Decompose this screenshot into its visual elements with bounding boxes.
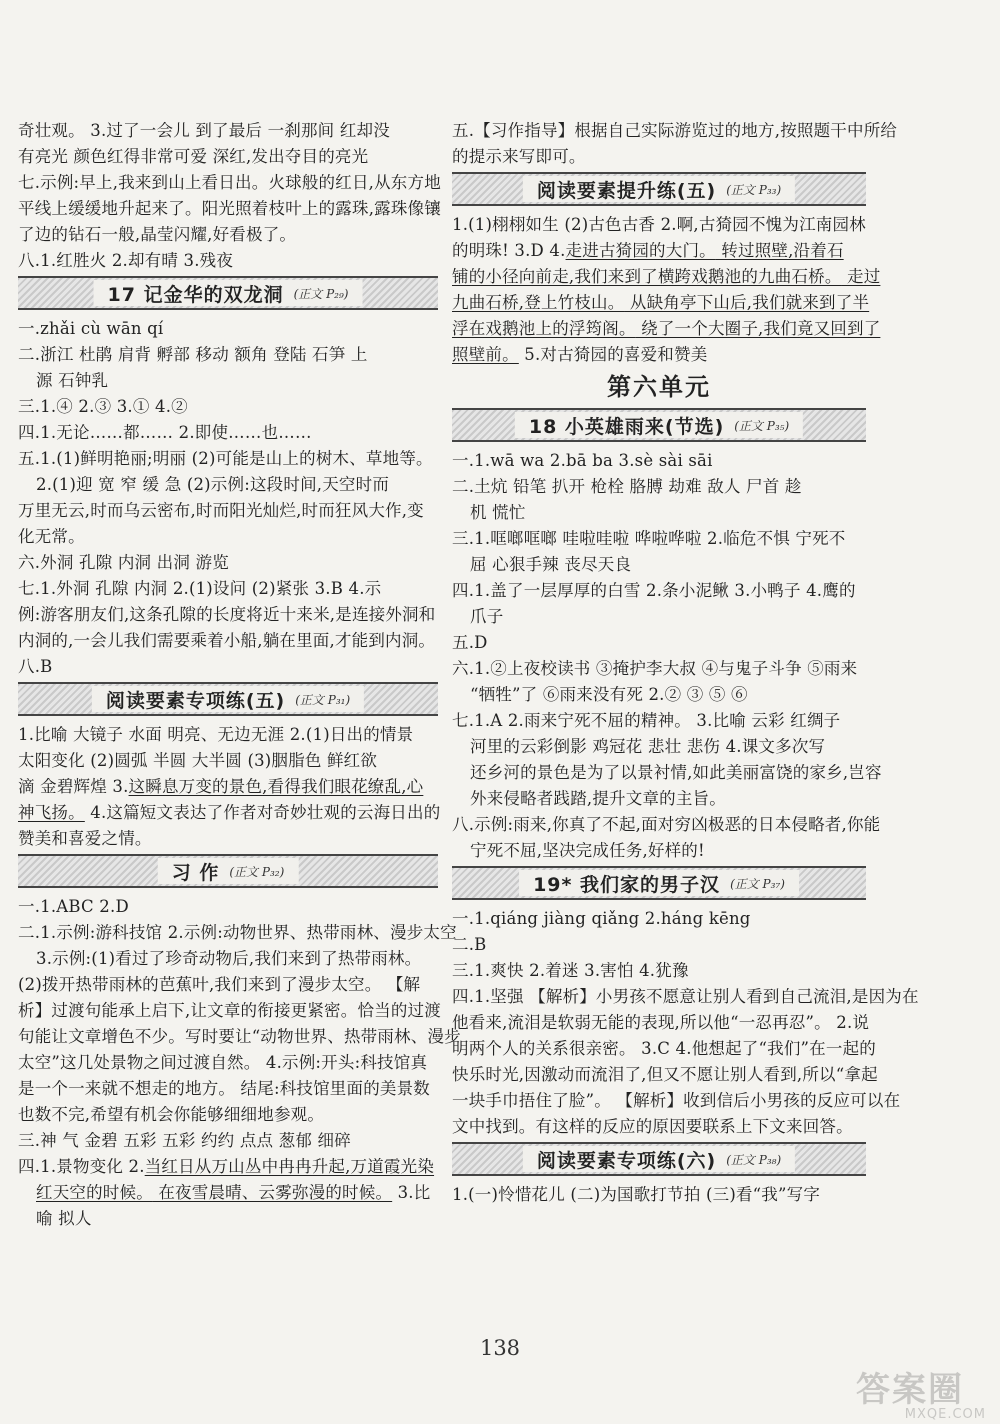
text-line: 三.1.④ 2.③ 3.① 4.②	[18, 397, 188, 416]
text-line: 五.D	[452, 633, 488, 652]
page-reference: (正文 P₃₇)	[730, 876, 785, 891]
text-line: 外来侵略者践踏,提升文章的主旨。	[470, 789, 726, 808]
underlined-answer: 绕了一个大圈子,我们竟又回到了	[635, 319, 881, 338]
text-line: 二.浙江 杜鹃 肩背 孵部 移动 额角 登陆 石笋 上	[18, 345, 368, 364]
text-line	[452, 264, 881, 290]
text-line: 句能让文章增色不少。写时要让“动物世界、热带雨林、漫步	[18, 1027, 461, 1046]
text-line: 明两个人的关系很亲密。 3.C 4.他想起了“我们”在一起的	[452, 1039, 876, 1058]
text-line: 他看来,流泪是软弱无能的表现,所以他“一忍再忍”。 2.说	[452, 1013, 870, 1032]
underlined-answer: 照壁前。	[452, 345, 519, 364]
text-line: 河里的云彩倒影 鸡冠花 悲壮 悲伤 4.课文多次写	[470, 737, 826, 756]
text-line: 三.1.爽快 2.着迷 3.害怕 4.犹豫	[452, 961, 689, 980]
text-line: 二.1.示例:游科技馆 2.示例:动物世界、热带雨林、漫步太空	[18, 923, 457, 942]
text-segment: 4.这篇短文表达了作者对奇妙壮观的云海日出的	[84, 803, 441, 822]
underlined-answer: 神飞扬。	[18, 803, 85, 822]
text-line: 万里无云,时而乌云密布,时而阳光灿烂,时而狂风大作,变	[18, 501, 424, 520]
section-title: 19* 我们家的男子汉	[533, 873, 721, 896]
text-line: 二.B	[452, 935, 487, 954]
section-banner-reading-improve-5	[452, 172, 866, 206]
text-line: 八.示例:雨来,你真了不起,面对穷凶极恶的日本侵略者,你能	[452, 815, 881, 834]
text-line: 五.1.(1)鲜明艳丽;明丽 (2)可能是山上的树木、草地等。	[18, 449, 433, 468]
underlined-answer: 铺的小径向前走,我们来到了横跨戏鹅池的九曲石桥。	[452, 267, 842, 286]
page-reference: (正文 P₃₃)	[726, 182, 782, 197]
text-line: 也数不完,希望有机会你能够细细地参观。	[18, 1105, 325, 1124]
text-line: 一.1.qiáng jiàng qiǎng 2.háng kēng	[452, 909, 751, 928]
text-line: 1.(一)怜惜花儿 (二)为国歌打节拍 (三)看“我”写字	[452, 1185, 821, 1204]
text-line: 三.1.哐啷哐啷 哇啦哇啦 哗啦哗啦 2.临危不惧 宁死不	[452, 529, 846, 548]
text-line: 七.1.A 2.雨来宁死不屈的精神。 3.比喻 云彩 红绸子	[452, 711, 841, 730]
underlined-answer: 当红日从万山丛中冉冉升起,万道霞光染	[144, 1157, 435, 1176]
text-line	[18, 1154, 438, 1180]
text-line	[452, 238, 866, 264]
text-line: 四.1.无论……都…… 2.即使……也……	[18, 423, 312, 442]
underlined-answer: 走过	[841, 267, 881, 286]
text-line: 奇壮观。 3.过了一会儿 到了最后 一刹那间 红却没	[18, 121, 390, 140]
underlined-answer: 这瞬息万变的景色,看得我们眼花缭乱,心	[128, 777, 424, 796]
underlined-answer: 在夜雪晨晴、云雾弥漫的时候。	[152, 1183, 393, 1202]
text-line	[452, 316, 881, 342]
text-line: 七.1.外洞 孔隙 内洞 2.(1)设问 (2)紧张 3.B 4.示	[18, 579, 382, 598]
text-line: 内洞的,一会儿我们需要乘着小船,躺在里面,才能到内洞。	[18, 631, 436, 650]
text-line: 一.1.wā wa 2.bā ba 3.sè sài sāi	[452, 451, 713, 470]
section-banner-reading-practice-5	[18, 682, 438, 716]
section-title: 17 记金华的双龙洞	[107, 283, 284, 306]
watermark-logo	[856, 1362, 986, 1420]
page-reference: (正文 P₂₉)	[293, 286, 349, 301]
text-line: 一块手巾捂住了脸”。 【解析】收到信后小男孩的反应可以在	[452, 1091, 901, 1110]
text-line: 机 慌忙	[470, 503, 526, 522]
text-line: 了边的钻石一般,晶莹闪耀,好看极了。	[18, 225, 297, 244]
text-line: 1.(1)栩栩如生 (2)古色古香 2.啊,古猗园不愧为江南园林	[452, 215, 866, 234]
text-line	[18, 1180, 438, 1206]
text-line: 四.1.坚强 【解析】小男孩不愿意让别人看到自己流泪,是因为在	[452, 987, 919, 1006]
text-line: 化无常。	[18, 527, 85, 546]
text-line: 3.示例:(1)看过了珍奇动物后,我们来到了热带雨林。	[36, 949, 422, 968]
text-line: 四.1.盖了一层厚厚的白雪 2.条小泥鳅 3.小鸭子 4.鹰的	[452, 581, 856, 600]
text-line: 一.1.ABC 2.D	[18, 897, 129, 916]
text-segment: 的明珠! 3.D 4.	[452, 241, 566, 260]
text-segment: 5.对古猗园的喜爱和赞美	[518, 345, 708, 364]
section-title: 阅读要素专项练(六)	[536, 1149, 717, 1172]
right-column	[452, 118, 919, 1208]
underlined-answer: 从缺角亭下山后,我们就来到了半	[624, 293, 870, 312]
text-line: 二.土炕 铅笔 扒开 枪栓 胳膊 劫难 敌人 尸首 趁	[452, 477, 802, 496]
text-line: 析】过渡句能承上启下,让文章的衔接更紧密。恰当的过渡	[18, 1001, 441, 1020]
page-reference: (正文 P₃₈)	[726, 1152, 782, 1167]
text-line: 太空”这几处景物之间过渡自然。 4.示例:开头:科技馆真	[18, 1053, 428, 1072]
section-title: 18 小英雄雨来(节选)	[528, 415, 725, 438]
section-banner-lesson-19	[452, 866, 866, 900]
text-line: 八.1.红胜火 2.却有晴 3.残夜	[18, 251, 234, 270]
section-banner-composition	[18, 854, 438, 888]
text-segment: 3.比	[392, 1183, 431, 1202]
text-line: 五.【习作指导】根据自己实际游览过的地方,按照题干中所给	[452, 121, 898, 140]
section-banner-reading-practice-6	[452, 1142, 866, 1176]
text-line: 六.外洞 孔隙 内洞 出洞 游览	[18, 553, 229, 572]
underlined-answer: 红天空的时候。	[36, 1183, 153, 1202]
left-column	[18, 118, 461, 1232]
text-line: 1.比喻 大镜子 水面 明亮、无边无涯 2.(1)日出的情景	[18, 725, 414, 744]
text-line	[18, 800, 441, 826]
text-line: “牺牲”了 ⑥雨来没有死 2.② ③ ⑤ ⑥	[470, 685, 748, 704]
underlined-answer: 浮在戏鹅池上的浮筠阁。	[452, 319, 636, 338]
watermark-main: 答案圈	[856, 1370, 964, 1410]
text-line: 有亮光 颜色红得非常可爱 深红,发出夺目的亮光	[18, 147, 369, 166]
text-line: 是一个一来就不想走的地方。 结尾:科技馆里面的美景数	[18, 1079, 431, 1098]
underlined-answer: 九曲石桥,登上竹枝山。	[452, 293, 625, 312]
text-line: 文中找到。有这样的反应的原因要联系上下文来回答。	[452, 1117, 853, 1136]
text-line: 平线上缓缓地升起来了。阳光照着枝叶上的露珠,露珠像镶	[18, 199, 441, 218]
underlined-answer: 走进古猗园的大门。	[565, 241, 716, 260]
text-line	[452, 342, 866, 368]
page-reference: (正文 P₃₁)	[295, 692, 351, 707]
section-banner-lesson-17	[18, 276, 438, 310]
text-line: 一.zhǎi cù wān qí	[18, 319, 164, 338]
text-segment: 四.1.景物变化 2.	[18, 1157, 145, 1176]
text-line: (2)拨开热带雨林的芭蕉叶,我们来到了漫步太空。 【解	[18, 975, 421, 994]
text-line: 源 石钟乳	[36, 371, 109, 390]
text-line: 宁死不屈,坚决完成任务,好样的!	[470, 841, 705, 860]
watermark-url: MXQE.COM	[904, 1407, 986, 1422]
text-line	[18, 774, 438, 800]
underlined-answer: 转过照壁,沿着石	[715, 241, 844, 260]
unit-heading: 第六单元	[607, 373, 711, 401]
page-reference: (正文 P₃₅)	[734, 418, 790, 433]
text-line: 的提示来写即可。	[452, 147, 586, 166]
text-line: 喻 拟人	[36, 1209, 92, 1228]
text-segment: 滴 金碧辉煌 3.	[18, 777, 129, 796]
page-reference: (正文 P₃₂)	[229, 864, 285, 879]
text-line: 快乐时光,因激动而流泪了,但又不愿让别人看到,所以“拿起	[452, 1065, 878, 1084]
text-line: 还乡河的景色是为了以景衬情,如此美丽富饶的家乡,岂容	[470, 763, 882, 782]
page-number: 138	[479, 1336, 521, 1360]
text-line: 屈 心狠手辣 丧尽天良	[470, 555, 632, 574]
text-line: 2.(1)迎 宽 窄 缓 急 (2)示例:这段时间,天空时而	[36, 475, 390, 494]
section-title: 阅读要素提升练(五)	[536, 179, 717, 202]
text-line	[452, 290, 870, 316]
text-line: 七.示例:早上,我来到山上看日出。火球般的红日,从东方地	[18, 173, 441, 192]
text-line: 爪子	[470, 607, 504, 626]
text-line: 太阳变化 (2)圆弧 半圆 大半圆 (3)胭脂色 鲜红欲	[18, 751, 378, 770]
section-title: 习 作	[171, 861, 220, 884]
section-banner-lesson-18	[452, 408, 866, 442]
text-line: 赞美和喜爱之情。	[18, 829, 152, 848]
text-line: 三.神 气 金碧 五彩 五彩 约约 点点 葱郁 细碎	[18, 1131, 351, 1150]
text-line: 六.1.②上夜校读书 ③掩护李大叔 ④与鬼子斗争 ⑤雨来	[452, 659, 858, 678]
text-line: 八.B	[18, 657, 53, 676]
section-title: 阅读要素专项练(五)	[105, 689, 286, 712]
text-line: 例:游客朋友们,这条孔隙的长度将近十来米,是连接外洞和	[18, 605, 436, 624]
